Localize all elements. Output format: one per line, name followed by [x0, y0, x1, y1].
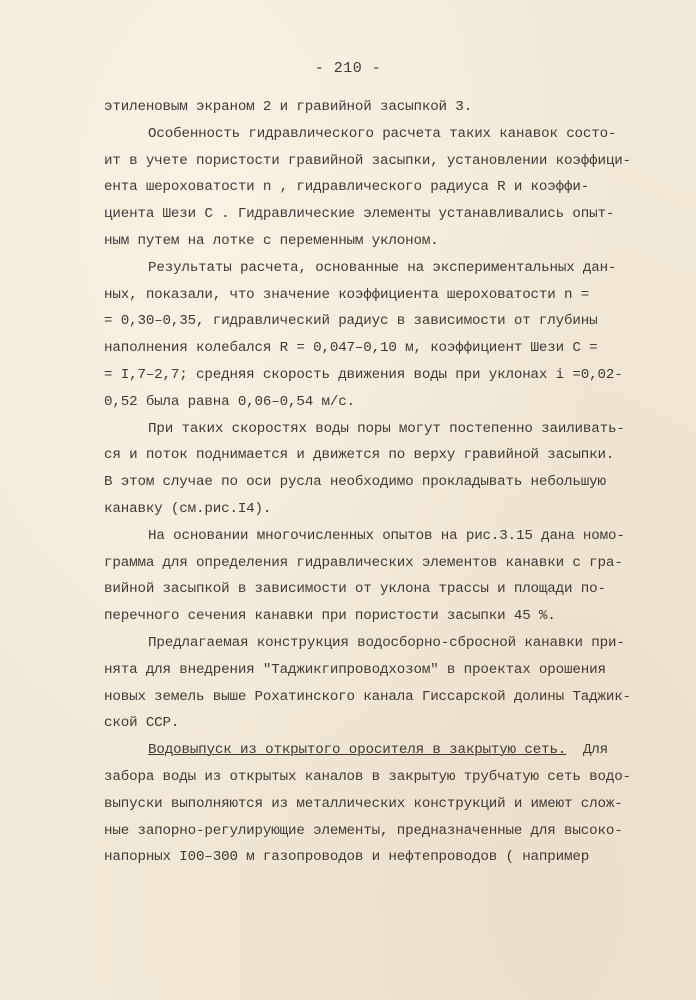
text-line: = 0,30–0,35, гидравлический радиус в зависимости от глубины — [104, 313, 598, 330]
section-heading-line — [104, 737, 664, 764]
text-line: ской ССР. — [104, 715, 180, 732]
text-line: перечного сечения канавки при пористости засыпки 45 %. — [104, 608, 556, 625]
text-line: = I,7–2,7; средняя скорость движения воды при уклонах i =0,02- — [104, 366, 623, 383]
text-line: ных, показали, что значение коэффициента шероховатости n = — [104, 286, 590, 303]
text-line: нята для внедрения "Таджикгипроводхозом" в проектах орошения — [104, 661, 606, 678]
text-line: ным путем на лотке с переменным уклоном. — [104, 232, 439, 249]
text-fragment: Для — [582, 742, 609, 759]
text-line: грамма для определения гидравлических элементов канавки с гра- — [104, 554, 623, 571]
text-line: напорных I00–300 м газопроводов и нефтепроводов ( например — [104, 849, 590, 866]
text-line: ит в учете пористости гравийной засыпки, установлении коэффици- — [104, 152, 631, 169]
text-line: 0,52 была равна 0,06–0,54 м/с. — [104, 393, 355, 410]
page-number: - 210 - — [314, 60, 382, 77]
text-line: выпуски выполняются из металлических конструкций и имеют слож- — [104, 795, 623, 812]
text-line: Предлагаемая конструкция водосборно-сбросной канавки при- — [148, 634, 625, 651]
text-line: этиленовым экраном 2 и гравийной засыпкой 3. — [104, 99, 473, 115]
text-line: вийной засыпкой в зависимости от уклона трассы и площади по- — [104, 581, 606, 598]
section-heading: Водовыпуск из открытого оросителя в закрытую сеть. — [148, 742, 567, 759]
text-line: ся и поток поднимается и движется по верху гравийной засыпки. — [104, 447, 615, 464]
text-line: ные запорно-регулирующие элементы, предназначенные для высоко- — [104, 822, 623, 839]
text-line: наполнения колебался R = 0,047–0,10 м, коэффициент Шези C = — [104, 340, 598, 357]
text-line: новых земель выше Рохатинского канала Гиссарской долины Таджик- — [104, 688, 631, 705]
text-line: Результаты расчета, основанные на экспериментальных дан- — [148, 259, 617, 276]
text-line: забора воды из открытых каналов в закрытую трубчатую сеть водо- — [104, 768, 631, 785]
body-text — [104, 94, 664, 871]
text-line: Особенность гидравлического расчета таких канавок состо- — [148, 125, 617, 142]
text-line: В этом случае по оси русла необходимо прокладывать небольшую — [104, 474, 606, 491]
text-line: циента Шези C . Гидравлические элементы устанавливались опыт- — [104, 206, 615, 223]
text-line: канавку (см.рис.I4). — [104, 500, 272, 517]
text-line: ента шероховатости n , гидравлического радиуса R и коэффи- — [104, 179, 590, 196]
text-line: На основании многочисленных опытов на рис.3.15 дана номо- — [148, 527, 625, 544]
text-line: При таких скоростях воды поры могут постепенно заиливать- — [148, 420, 625, 437]
